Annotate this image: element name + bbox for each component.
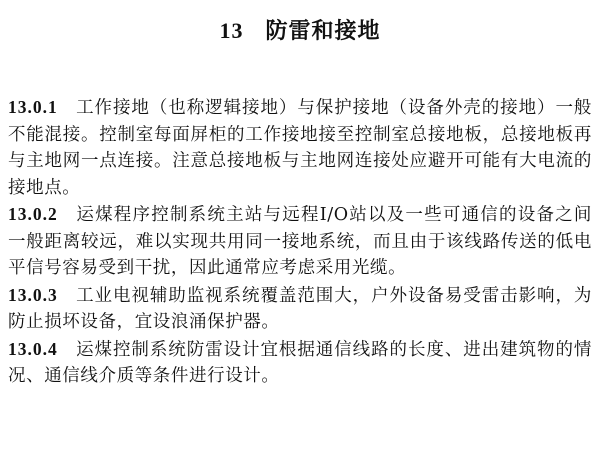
chapter-title: 防雷和接地 — [265, 18, 381, 44]
clause-text: 工业电视辅助监视系统覆盖范围大，户外设备易受雷击影响，为防止损坏设备，宜设浪涌保护器。 — [8, 285, 592, 332]
chapter-heading — [0, 14, 600, 45]
clause-text: 工作接地（也称逻辑接地）与保护接地（设备外壳的接地）一般不能混接。控制室每面屏柜的工作接地接至控制室总接地板，总接地板再与主地网一点连接。注意总接地板与主地网连接处应避开可能有大电流的接地点。 — [8, 98, 592, 198]
clause-13-0-1 — [8, 94, 592, 201]
chapter-number: 13 — [219, 18, 244, 43]
clause-13-0-3 — [8, 282, 592, 336]
clause-number: 13.0.4 — [8, 338, 58, 359]
clause-13-0-2 — [8, 201, 592, 282]
clause-text: 运煤程序控制系统主站与远程I/O站以及一些可通信的设备之间一般距离较远，难以实现共用同一接地系统，而且由于该线路传送的低电平信号容易受到干扰，因此通常应考虑采用光缆。 — [8, 205, 592, 278]
clause-13-0-4 — [8, 336, 592, 390]
clause-number: 13.0.1 — [8, 97, 58, 117]
clause-text: 运煤控制系统防雷设计宜根据通信线路的长度、进出建筑物的情况、通信线介质等条件进行设计。 — [8, 339, 592, 386]
clause-number: 13.0.3 — [8, 284, 58, 305]
clause-number: 13.0.2 — [8, 204, 58, 224]
clause-list — [8, 94, 592, 390]
